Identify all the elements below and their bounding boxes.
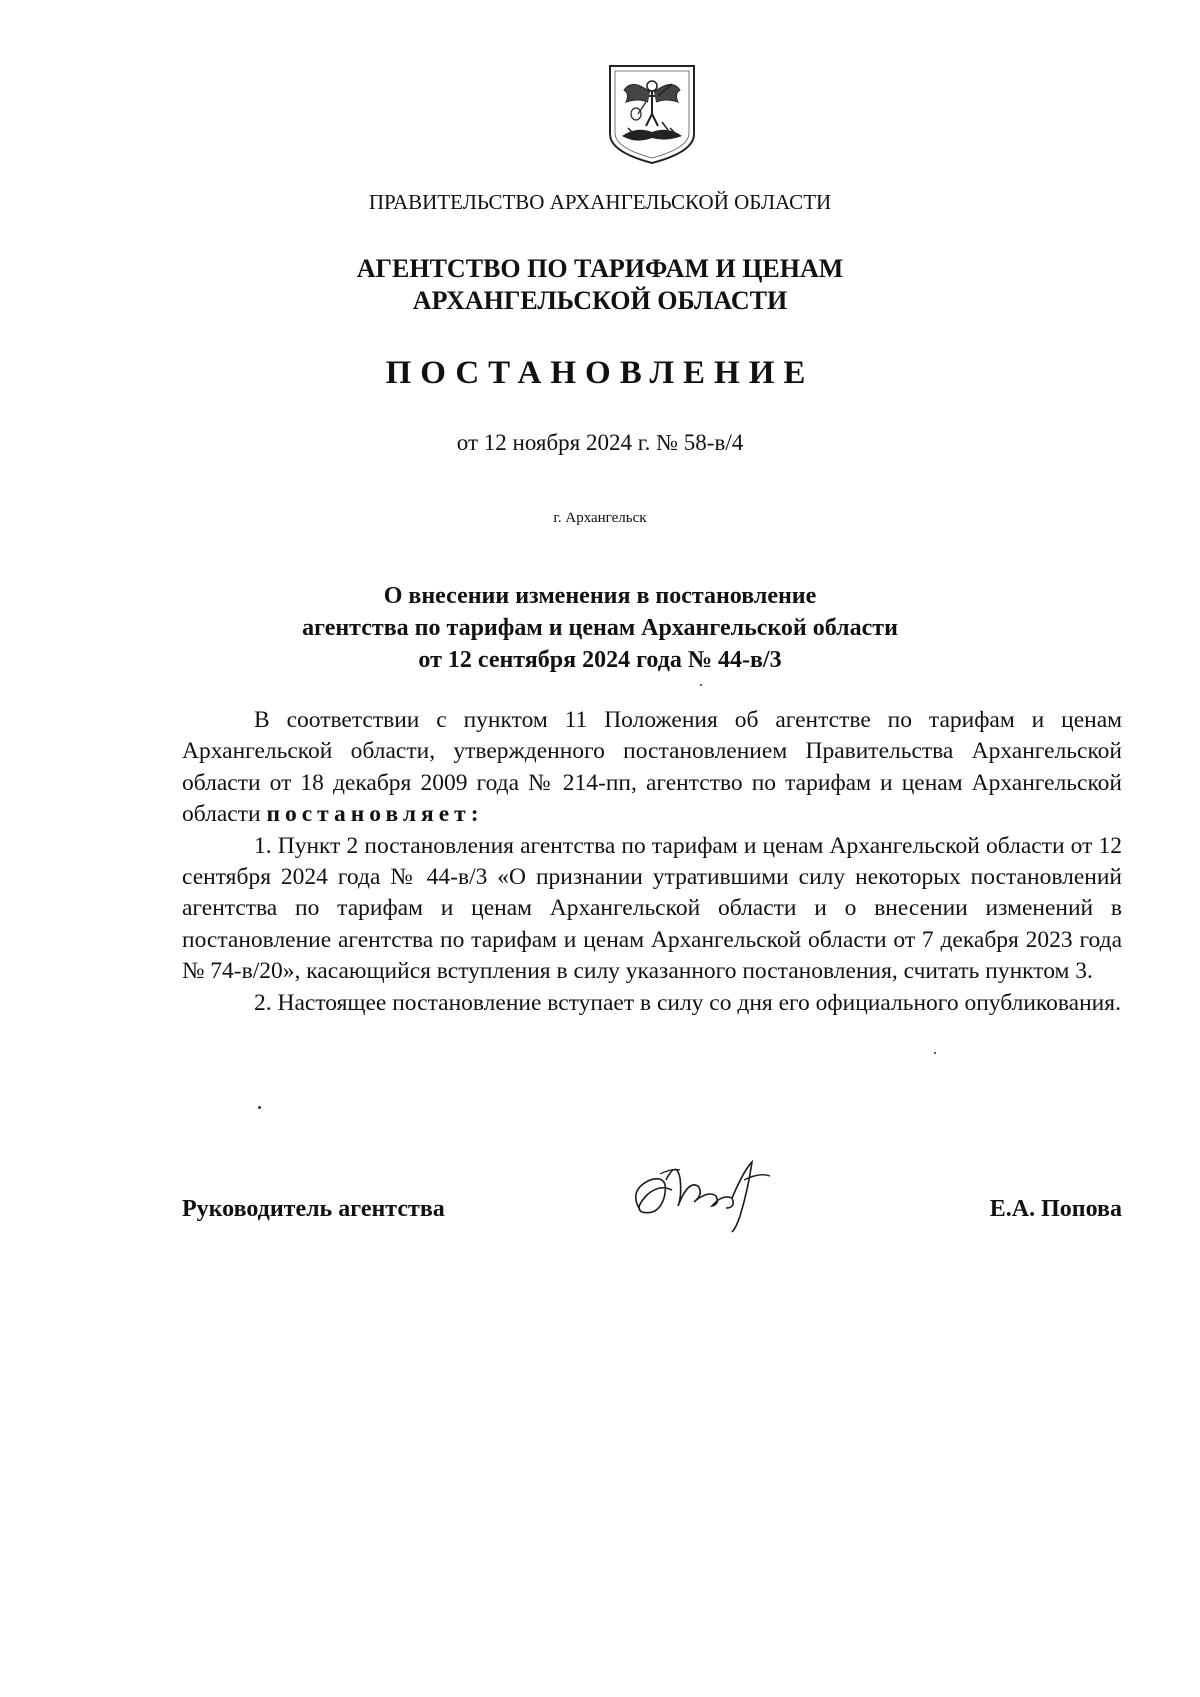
decree-item-2: 2. Настоящее постановление вступает в силу со дня его официального опубликования. xyxy=(254,989,1121,1016)
agency-name xyxy=(0,253,1200,317)
preamble-text: В соответствии с пунктом 11 Положения об агентстве по тарифам и ценам Архангельской области, утвержденного постановлением Правительства Архангельской области от 18 декабря 2009 года № 214-пп, агентство по тарифам и ценам Архангельской области xyxy=(182,707,1122,828)
scan-speck xyxy=(700,684,702,686)
decree-item-1: 1. Пункт 2 постановления агентства по тарифам и ценам Архангельской области от 12 сентября 2024 года № 44-в/3 «О признании утратившими силу некоторых постановлений агентства по тарифам и ценам Архангельской области и о внесении изменений в постановление агентства по тарифам и ценам Архангельской области от 7 декабря 2023 года № 74-в/20», касающийся вступления в силу указанного постановления, считать пунктом 3. xyxy=(182,832,1122,985)
agency-name-line2: АРХАНГЕЛЬСКОЙ ОБЛАСТИ xyxy=(412,286,788,315)
document-subject xyxy=(0,580,1200,676)
document-city: г. Архангельск xyxy=(553,510,647,526)
scan-speck xyxy=(934,1052,936,1054)
agency-name-line1: АГЕНТСТВО ПО ТАРИФАМ И ЦЕНАМ xyxy=(356,254,844,283)
government-name: ПРАВИТЕЛЬСТВО АРХАНГЕЛЬСКОЙ ОБЛАСТИ xyxy=(368,190,832,214)
decrees-word: постановляет: xyxy=(266,801,484,828)
signatory-name: Е.А. Попова xyxy=(989,1196,1122,1222)
subject-line3: от 12 сентября 2024 года № 44-в/3 xyxy=(418,647,782,673)
handwritten-signature xyxy=(620,1150,785,1235)
document-type: ПОСТАНОВЛЕНИЕ xyxy=(385,355,815,391)
document-body xyxy=(182,705,1122,1019)
scan-speck xyxy=(258,1106,261,1109)
signatory-role: Руководитель агентства xyxy=(182,1196,445,1222)
preamble-paragraph xyxy=(182,705,1122,831)
coat-of-arms-icon xyxy=(606,62,698,166)
document-date-number: от 12 ноября 2024 г. № 58-в/4 xyxy=(456,430,744,455)
subject-line2: агентства по тарифам и ценам Архангельской области xyxy=(302,615,898,641)
subject-line1: О внесении изменения в постановление xyxy=(383,583,817,609)
